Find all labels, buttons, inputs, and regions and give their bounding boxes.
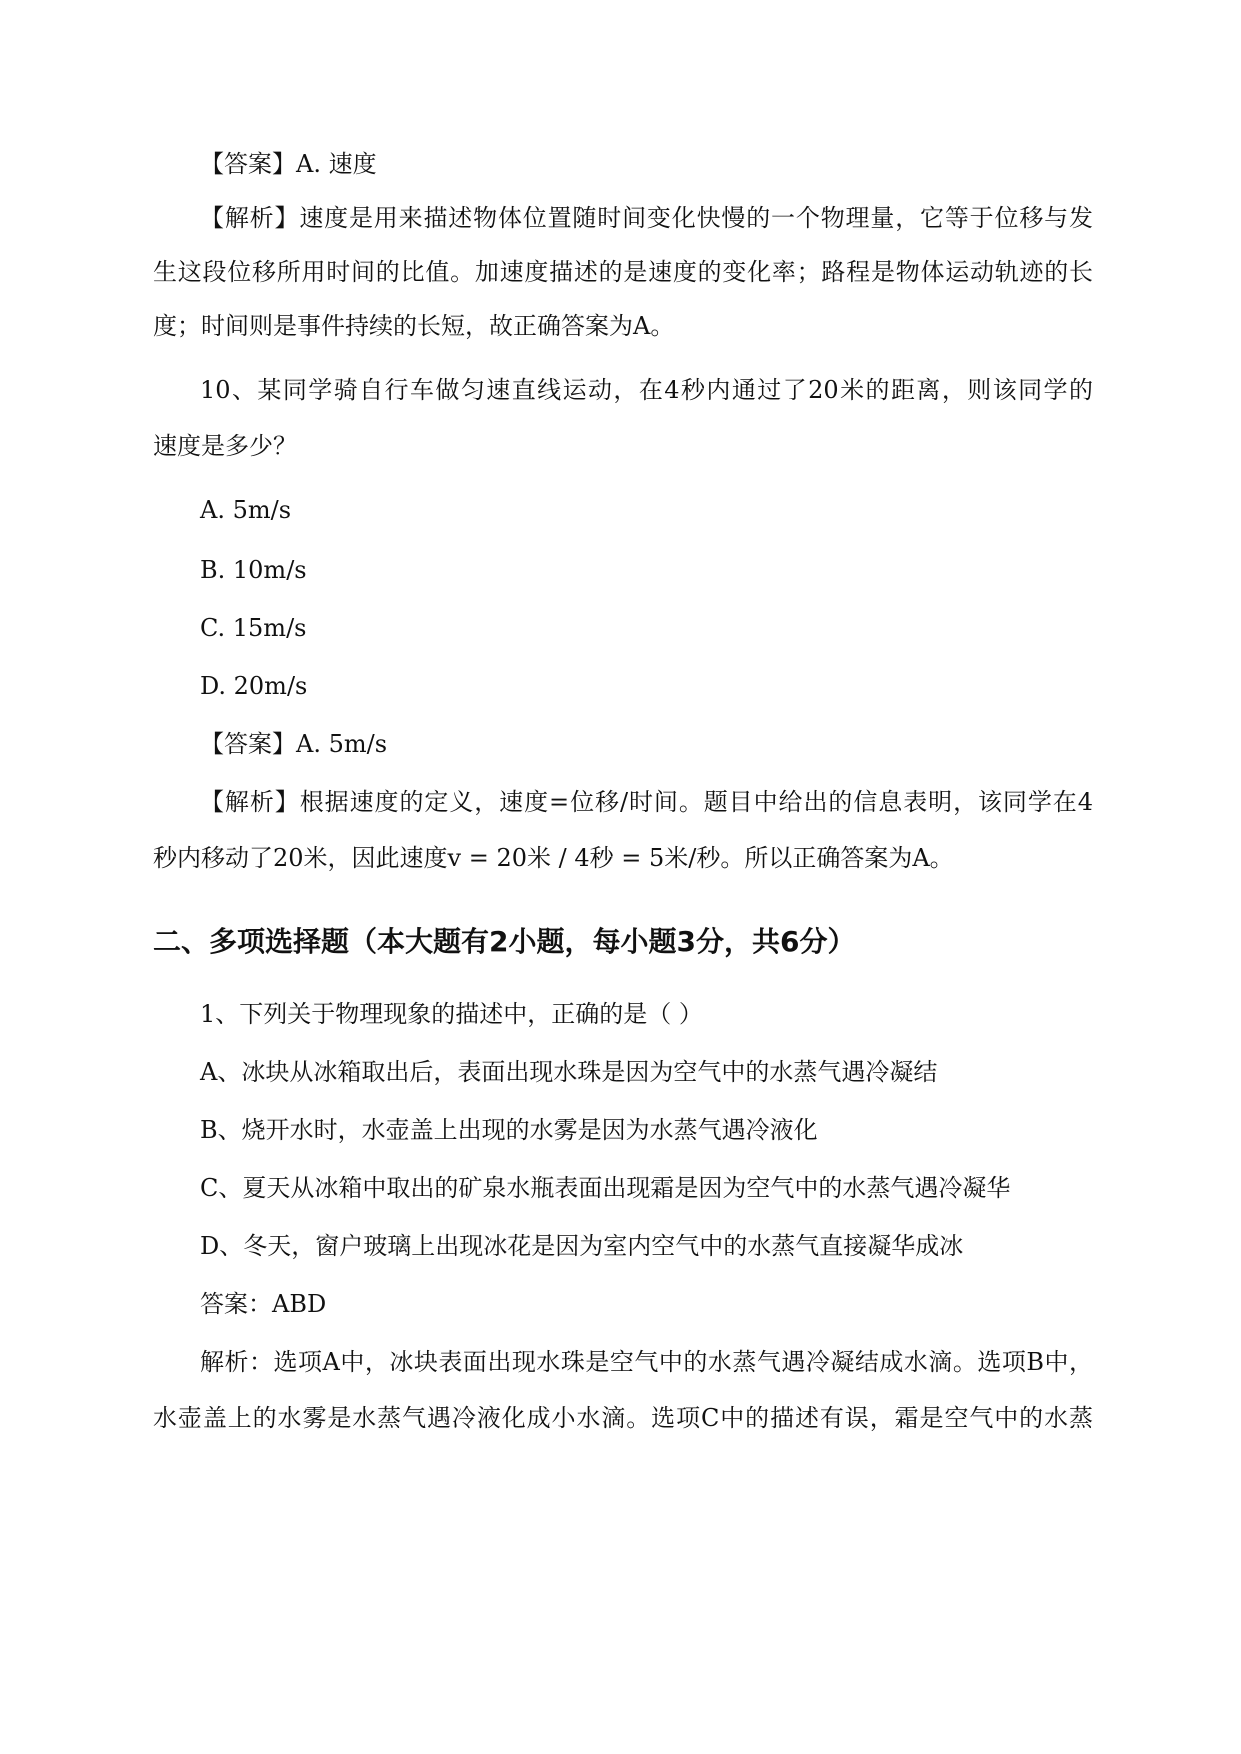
q10-answer: 【答案】A. 5m/s <box>200 730 388 758</box>
q9-answer: 【答案】A. 速度 <box>200 150 377 178</box>
mq1-option-c: C、夏天从冰箱中取出的矿泉水瓶表面出现霜是因为空气中的水蒸气遇冷凝华 <box>200 1174 1011 1202</box>
q10-analysis-line-1: 【解析】根据速度的定义，速度=位移/时间。题目中给出的信息表明，该同学在4 <box>200 788 1093 816</box>
section-title-multiple-choice: 二、多项选择题（本大题有2小题，每小题3分，共6分） <box>153 925 856 958</box>
mq1-option-d: D、冬天，窗户玻璃上出现冰花是因为室内空气中的水蒸气直接凝华成冰 <box>200 1232 964 1260</box>
q9-analysis-line-1: 【解析】速度是用来描述物体位置随时间变化快慢的一个物理量，它等于位移与发 <box>200 204 1093 232</box>
q10-analysis-line-2: 秒内移动了20米，因此速度v = 20米 / 4秒 = 5米/秒。所以正确答案为A。 <box>153 844 954 872</box>
q10-stem-line-1: 10、某同学骑自行车做匀速直线运动，在4秒内通过了20米的距离，则该同学的 <box>200 376 1093 404</box>
q10-option-d: D. 20m/s <box>200 672 308 700</box>
q9-analysis-line-3: 度；时间则是事件持续的长短，故正确答案为A。 <box>153 312 675 340</box>
mq1-option-a: A、冰块从冰箱取出后，表面出现水珠是因为空气中的水蒸气遇冷凝结 <box>200 1058 938 1086</box>
mq1-stem: 1、下列关于物理现象的描述中，正确的是（ ） <box>200 1000 703 1028</box>
q9-analysis-line-2: 生这段位移所用时间的比值。加速度描述的是速度的变化率；路程是物体运动轨迹的长 <box>153 258 1093 286</box>
mq1-analysis-line-1: 解析：选项A中，冰块表面出现水珠是空气中的水蒸气遇冷凝结成水滴。选项B中， <box>200 1348 1093 1376</box>
mq1-answer: 答案：ABD <box>200 1290 327 1318</box>
q10-option-b: B. 10m/s <box>200 556 307 584</box>
mq1-option-b: B、烧开水时，水壶盖上出现的水雾是因为水蒸气遇冷液化 <box>200 1116 818 1144</box>
q10-option-c: C. 15m/s <box>200 614 307 642</box>
q10-option-a: A. 5m/s <box>200 496 292 524</box>
q10-stem-line-2: 速度是多少？ <box>153 432 297 460</box>
mq1-analysis-line-2: 水壶盖上的水雾是水蒸气遇冷液化成小水滴。选项C中的描述有误，霜是空气中的水蒸 <box>153 1404 1093 1432</box>
